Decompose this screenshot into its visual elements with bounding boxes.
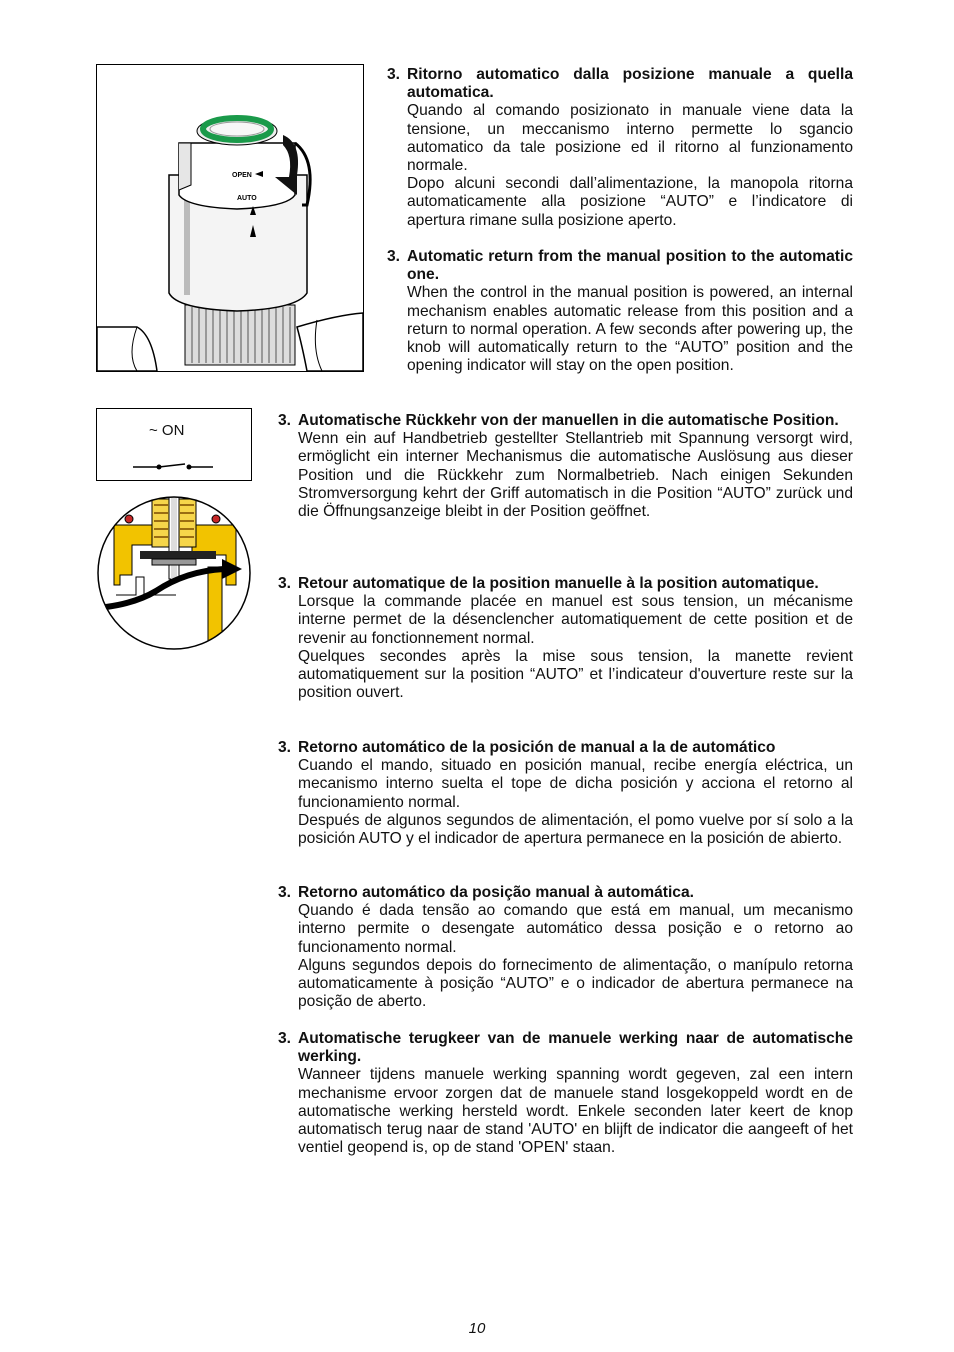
section-it bbox=[387, 66, 853, 230]
section-number: 3. bbox=[278, 1030, 292, 1047]
section-en bbox=[387, 248, 853, 375]
switch-closed-icon bbox=[97, 409, 251, 480]
switch-figure bbox=[96, 408, 252, 481]
section-number: 3. bbox=[278, 412, 292, 429]
section-paragraph: Cuando el mando, situado en posición manual, recibe energía eléctrica, un mecanismo interno suelta el tope de dicha posición y acciona el retorno al funcionamiento normal. bbox=[298, 757, 853, 811]
section-paragraph: Quando é dada tensão ao comando que está em manual, um mecanismo interno permite o desengate automático dessa posição e o retorno ao funcionamento normal. bbox=[298, 902, 853, 956]
auto-marking: AUTO bbox=[237, 195, 257, 202]
mechanism-illustration bbox=[96, 495, 252, 651]
section-paragraph: Wenn ein auf Handbetrieb gestellter Stellantrieb mit Spannung versorgt wird, ermöglicht ein interner Mechanismus die automatische Auslösung aus dieser Position und die Rückkehr zum Normalbetrieb. Nach einigen Sekunden Stromversorgung kehrt der Griff automatisch in die Position “AUTO” zurück und die Öffnungsanzeige bleibt in der Position geöffnet. bbox=[298, 430, 853, 521]
section-number: 3. bbox=[278, 739, 292, 756]
section-paragraph: Después de algunos segundos de alimentación, el pomo vuelve por sí solo a la posición AUTO y el indicador de apertura permanece en la posición de abierto. bbox=[298, 811, 853, 848]
section-title: Retorno automático da posição manual à automática. bbox=[298, 884, 694, 901]
section-paragraph: Wanneer tijdens manuele werking spanning wordt gegeven, zal een intern mechanisme ervoor zorgen dat de manuele stand losgekoppeld wordt en de automatische werking hersteld wordt. Enkele seconden later keert de knop automatisch terug naar de stand 'AUTO' en blijft de indicator die aangeeft of het ventiel geopend is, op de stand 'OPEN' staan. bbox=[298, 1066, 853, 1157]
mechanism-figure bbox=[96, 495, 252, 651]
actuator-illustration bbox=[97, 65, 363, 371]
section-number: 3. bbox=[278, 884, 292, 901]
section-nl bbox=[278, 1030, 853, 1157]
section-title: Retorno automático de la posición de manual a la de automático bbox=[298, 739, 776, 756]
section-es bbox=[278, 739, 853, 848]
section-paragraph: Dopo alcuni secondi dall’alimentazione, la manopola ritorna automaticamente alla posizione “AUTO” e l’indicatore di apertura rimane sulla posizione aperto. bbox=[407, 175, 853, 229]
section-number: 3. bbox=[278, 575, 292, 592]
section-de bbox=[278, 412, 853, 521]
section-paragraph: Quelques secondes après la mise sous tension, la manette revient automatiquement sur la position “AUTO” et l’indicateur d'ouverture reste sur la position ouvert. bbox=[298, 647, 853, 702]
section-title: Retour automatique de la position manuelle à la position automatique. bbox=[298, 575, 819, 592]
section-number: 3. bbox=[387, 248, 401, 265]
actuator-figure bbox=[96, 64, 364, 372]
page-number: 10 bbox=[468, 1320, 486, 1337]
open-marking: OPEN bbox=[232, 172, 252, 179]
section-paragraph: Alguns segundos depois do fornecimento de alimentação, o manípulo retorna automaticamente à posição “AUTO” e o indicador de abertura permanece na posição de aberto. bbox=[298, 956, 853, 1011]
section-paragraph: Quando al comando posizionato in manuale viene data la tensione, un meccanismo interno permette lo sgancio automatico da tale posizione ed il ritorno al funzionamento normale. bbox=[407, 102, 853, 175]
switch-on-label: ~ ON bbox=[149, 422, 185, 439]
section-title: Automatische terugkeer van de manuele werking naar de automatische werking. bbox=[298, 1030, 853, 1066]
section-fr bbox=[278, 575, 853, 702]
section-title: Automatische Rückkehr von der manuellen in die automatische Position. bbox=[298, 412, 839, 429]
section-title: Ritorno automatico dalla posizione manuale a quella automatica. bbox=[407, 66, 853, 102]
section-paragraph: When the control in the manual position is powered, an internal mechanism enables automatic release from this position and a return to normal operation. A few seconds after powering up, the knob will automatically return to the “AUTO” position and the opening indicator will stay on the open position. bbox=[407, 284, 853, 375]
section-pt bbox=[278, 884, 853, 1011]
section-title: Automatic return from the manual position to the automatic one. bbox=[407, 248, 853, 284]
section-paragraph: Lorsque la commande placée en manuel est sous tension, un mécanisme interne permet de la désenclencher automatiquement de cette position et de revenir au fonctionnement normal. bbox=[298, 593, 853, 647]
section-number: 3. bbox=[387, 66, 401, 83]
